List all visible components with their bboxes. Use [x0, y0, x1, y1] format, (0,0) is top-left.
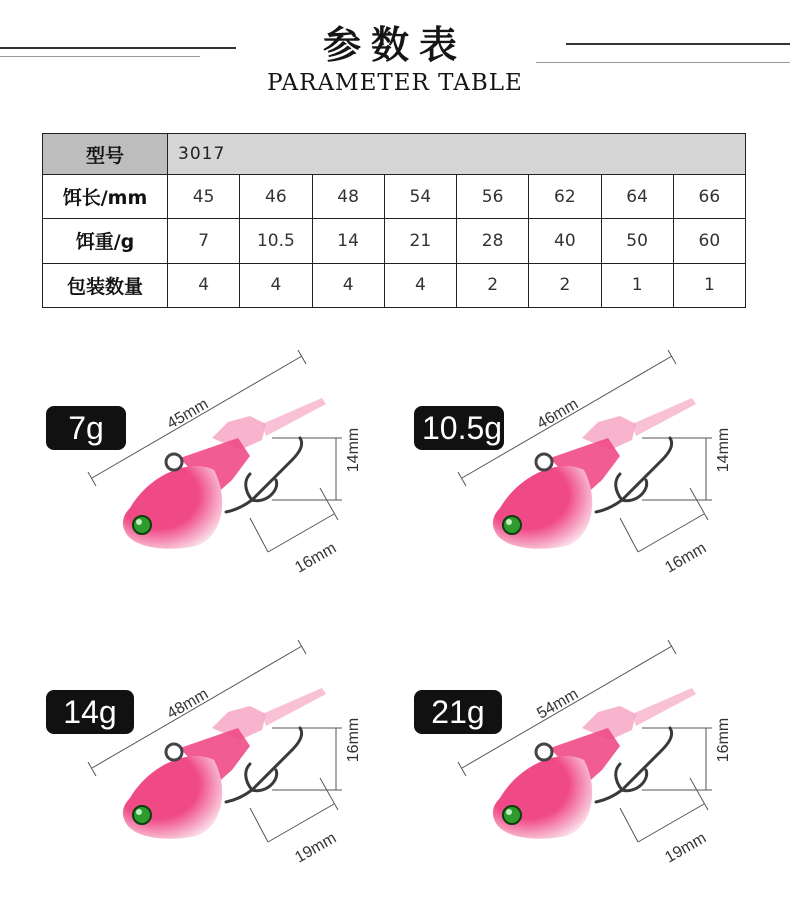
table-cell: 2	[529, 263, 601, 307]
length-label: 45mm	[164, 395, 212, 433]
product-panel	[370, 630, 765, 900]
table-cell: 21	[384, 219, 456, 263]
table-cell: 54	[384, 175, 456, 219]
table-cell: 40	[529, 219, 601, 263]
product-panel	[0, 340, 395, 610]
table-cell: 7	[168, 219, 240, 263]
table-row-quantity	[43, 263, 746, 307]
table-cell: 14	[312, 219, 384, 263]
hook-label: 19mm	[292, 829, 340, 867]
length-label: 46mm	[534, 395, 582, 433]
table-row-model	[43, 134, 746, 175]
row-label-weight: 饵重/g	[43, 219, 168, 263]
table-cell: 4	[312, 263, 384, 307]
header-divider-left-thin	[0, 56, 200, 57]
product-panel	[0, 630, 395, 900]
lure-illustration	[370, 630, 765, 900]
lure-illustration	[370, 340, 765, 610]
table-cell: 1	[601, 263, 673, 307]
table-cell: 56	[457, 175, 529, 219]
length-label: 48mm	[164, 685, 212, 723]
table-cell: 1	[673, 263, 745, 307]
table-cell: 46	[240, 175, 312, 219]
header-divider-right	[566, 43, 790, 45]
table-cell: 62	[529, 175, 601, 219]
table-row-length	[43, 175, 746, 219]
header-divider-right-thin	[536, 62, 790, 63]
height-label: 16mm	[715, 717, 732, 763]
table-cell: 10.5	[240, 219, 312, 263]
product-panel	[370, 340, 765, 610]
row-label-quantity: 包装数量	[43, 263, 168, 307]
length-label: 54mm	[534, 685, 582, 723]
table-cell: 64	[601, 175, 673, 219]
table-cell: 45	[168, 175, 240, 219]
model-value: 3017	[168, 134, 746, 175]
parameter-table	[42, 133, 746, 308]
hook-label: 16mm	[292, 539, 340, 577]
table-cell: 28	[457, 219, 529, 263]
table-cell: 4	[240, 263, 312, 307]
row-label-length: 饵长/mm	[43, 175, 168, 219]
weight-badge: 10.5g	[414, 406, 504, 450]
table-cell: 50	[601, 219, 673, 263]
weight-badge: 21g	[414, 690, 502, 734]
height-label: 14mm	[715, 427, 732, 473]
hook-label: 16mm	[662, 539, 710, 577]
page-title: 参数表	[322, 23, 467, 67]
table-cell: 60	[673, 219, 745, 263]
table-cell: 2	[457, 263, 529, 307]
table-cell: 4	[384, 263, 456, 307]
table-cell: 48	[312, 175, 384, 219]
table-cell: 4	[168, 263, 240, 307]
page-subtitle: PARAMETER TABLE	[267, 70, 523, 96]
height-label: 16mm	[345, 717, 362, 763]
model-label: 型号	[43, 134, 168, 175]
weight-badge: 14g	[46, 690, 134, 734]
height-label: 14mm	[345, 427, 362, 473]
header-divider-left	[0, 47, 236, 49]
hook-label: 19mm	[662, 829, 710, 867]
table-row-weight	[43, 219, 746, 263]
weight-badge: 7g	[46, 406, 126, 450]
table-cell: 66	[673, 175, 745, 219]
lure-illustration	[0, 630, 395, 900]
lure-illustration	[0, 340, 395, 610]
